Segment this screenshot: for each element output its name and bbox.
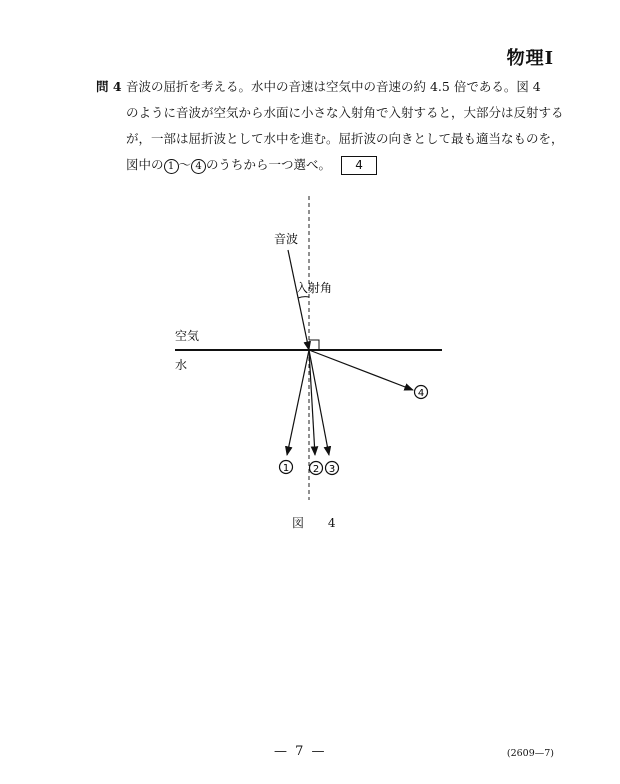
range-separator: 〜 xyxy=(178,157,192,172)
choice-marker-1 xyxy=(280,461,293,475)
question-label: 問 4 xyxy=(96,79,122,94)
subject-title: 物理Ⅰ xyxy=(506,48,554,69)
svg-text:4: 4 xyxy=(417,388,425,399)
angle-label: 入射角 xyxy=(296,281,333,295)
choice-marker-3 xyxy=(326,462,339,476)
question-line-2: のように音波が空気から水面に小さな入射角で入射すると，大部分は反射する xyxy=(126,105,564,120)
air-label: 空気 xyxy=(175,329,200,343)
choice-marker-2 xyxy=(310,462,323,476)
svg-text:2: 2 xyxy=(312,464,320,475)
question-line-4-post: のうちから一つ選べ。 xyxy=(206,157,332,172)
incidence-angle-arc xyxy=(298,297,309,298)
figure-caption: 図 4 xyxy=(292,516,346,530)
water-label: 水 xyxy=(175,358,188,372)
choice-start-marker: 1 xyxy=(164,159,179,174)
refraction-arrow-1 xyxy=(287,350,309,455)
question-line-1: 音波の屈折を考える。水中の音速は空気中の音速の約 4.5 倍である。図 4 xyxy=(126,79,541,94)
question-line-4-pre: 図中の xyxy=(126,157,164,172)
choice-marker-4 xyxy=(415,386,428,400)
incident-wave-arrow xyxy=(288,250,309,350)
choice-end-marker: 4 xyxy=(191,159,206,174)
refraction-arrow-4 xyxy=(309,350,413,390)
document-code: (2609—7) xyxy=(506,748,554,759)
page-number: — 7 — xyxy=(274,744,327,759)
svg-text:1: 1 xyxy=(282,463,290,474)
answer-box[interactable]: 4 xyxy=(341,156,377,175)
wave-label: 音波 xyxy=(274,232,299,246)
svg-text:3: 3 xyxy=(328,464,336,475)
right-angle-mark xyxy=(309,340,319,350)
question-line-3: が，一部は屈折波として水中を進む。屈折波の向きとして最も適当なものを， xyxy=(126,131,564,146)
